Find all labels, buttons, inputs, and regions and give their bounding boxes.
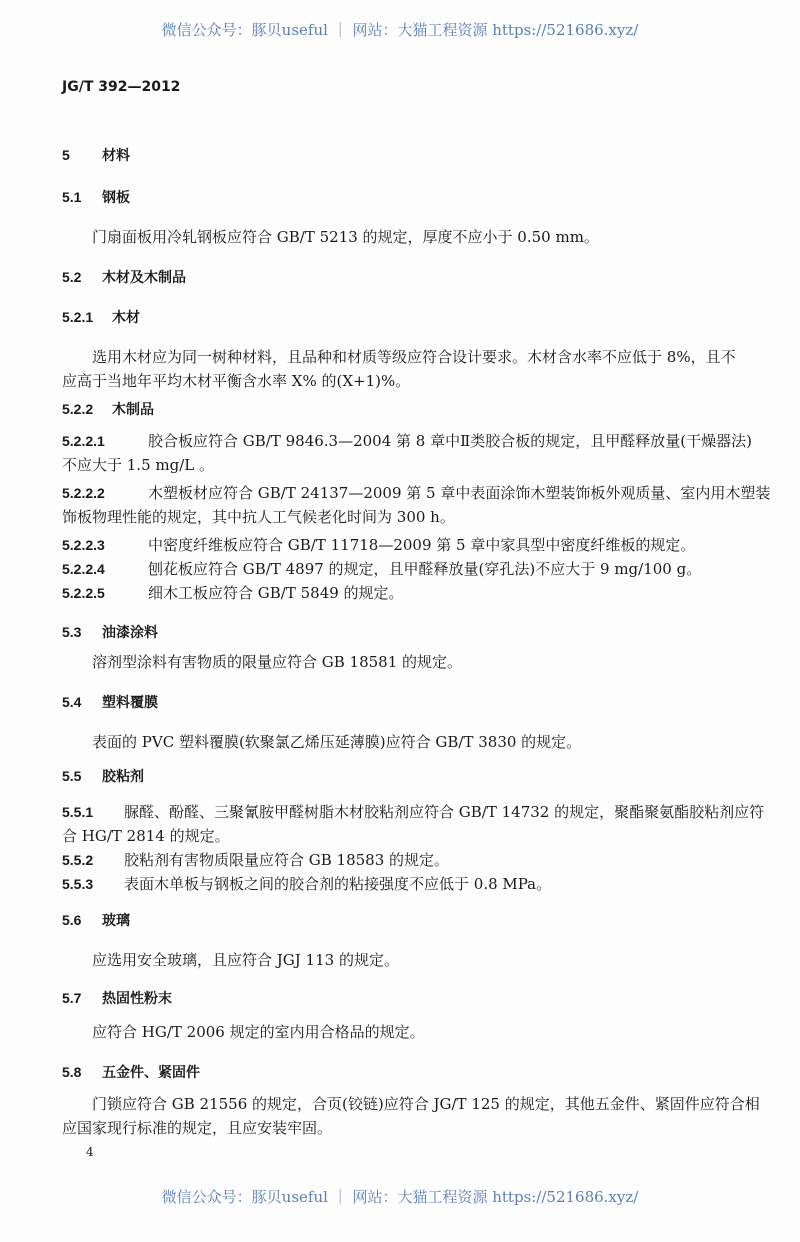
clause-text: 木塑板材应符合 GB/T 24137—2009 第 5 章中表面涂饰木塑装饰板外观质量、室内用木塑装 [148, 484, 771, 502]
heading-title: 材料 [102, 148, 130, 164]
paragraph: 选用木材应为同一树种材料，且品种和材质等级应符合设计要求。木材含水率不应低于 8%，且不 [92, 348, 736, 366]
heading-number: 5.6 [62, 912, 82, 928]
heading-number: 5.2 [62, 269, 82, 285]
heading-title: 塑料覆膜 [102, 695, 158, 711]
clause-number: 5.2.2.5 [62, 585, 105, 601]
heading-5-5 [62, 766, 144, 787]
paragraph: 应符合 HG/T 2006 规定的室内用合格品的规定。 [92, 1023, 425, 1041]
heading-5-3 [62, 622, 158, 643]
page-number: 4 [86, 1145, 94, 1159]
heading-5-2 [62, 267, 186, 288]
paragraph-continued: 应国家现行标准的规定，且应安装牢固。 [62, 1119, 333, 1137]
heading-5-8 [62, 1062, 200, 1083]
heading-number: 5.8 [62, 1064, 82, 1080]
paragraph: 门锁应符合 GB 21556 的规定，合页(铰链)应符合 JG/T 125 的规定，其他五金件、紧固件应符合相 [92, 1095, 760, 1113]
heading-number: 5.7 [62, 990, 82, 1006]
clause-number: 5.5.2 [62, 852, 94, 868]
heading-title: 胶粘剂 [102, 769, 144, 785]
clause-text: 刨花板应符合 GB/T 4897 的规定，且甲醛释放量(穿孔法)不应大于 9 mg/100 g。 [148, 560, 702, 578]
clause-5-2-2-2 [62, 483, 770, 503]
standard-header: JG/T 392—2012 [62, 79, 181, 95]
heading-title: 玻璃 [102, 913, 130, 929]
heading-title: 木制品 [112, 402, 154, 418]
heading-title: 木材 [112, 310, 140, 326]
heading-5-4 [62, 692, 158, 713]
clause-number: 5.5.3 [62, 876, 94, 892]
heading-number: 5.3 [62, 624, 82, 640]
clause-5-2-2-4 [62, 559, 701, 579]
paragraph: 溶剂型涂料有害物质的限量应符合 GB 18581 的规定。 [92, 653, 463, 671]
clause-continued: 合 HG/T 2814 的规定。 [62, 827, 230, 845]
clause-number: 5.2.2.3 [62, 537, 105, 553]
clause-5-5-2 [62, 850, 449, 870]
clause-continued: 不应大于 1.5 mg/L 。 [62, 456, 215, 474]
clause-continued: 饰板物理性能的规定，其中抗人工气候老化时间为 300 h。 [62, 508, 455, 526]
paragraph-continued: 应高于当地年平均木材平衡含水率 X% 的(X+1)%。 [62, 372, 411, 390]
watermark-bottom: 微信公众号：豚贝useful ｜ 网站：大猫工程资源 https://521686.xyz/ [161, 1188, 639, 1206]
heading-title: 木材及木制品 [102, 270, 186, 286]
paragraph: 表面的 PVC 塑料覆膜(软聚氯乙烯压延薄膜)应符合 GB/T 3830 的规定。 [92, 733, 582, 751]
clause-number: 5.2.2.4 [62, 561, 105, 577]
heading-number: 5.2.2 [62, 401, 94, 417]
heading-number: 5.2.1 [62, 309, 94, 325]
paragraph: 应选用安全玻璃，且应符合 JGJ 113 的规定。 [92, 951, 399, 969]
clause-text: 胶粘剂有害物质限量应符合 GB 18583 的规定。 [124, 851, 450, 869]
clause-5-2-2-3 [62, 535, 695, 555]
heading-number: 5.1 [62, 189, 82, 205]
paragraph: 门扇面板用冷轧钢板应符合 GB/T 5213 的规定，厚度不应小于 0.50 mm。 [92, 228, 599, 246]
clause-5-5-1 [62, 802, 764, 822]
heading-title: 热固性粉末 [102, 991, 172, 1007]
watermark-top: 微信公众号：豚贝useful ｜ 网站：大猫工程资源 https://521686.xyz/ [161, 21, 639, 39]
heading-number: 5 [62, 147, 70, 163]
heading-5-6 [62, 910, 130, 931]
heading-title: 钢板 [102, 190, 130, 206]
clause-text: 胶合板应符合 GB/T 9846.3—2004 第 8 章中Ⅱ类胶合板的规定，且甲醛释放量(干燥器法) [148, 432, 753, 450]
clause-number: 5.2.2.2 [62, 485, 105, 501]
heading-5-1 [62, 187, 130, 208]
clause-text: 中密度纤维板应符合 GB/T 11718—2009 第 5 章中家具型中密度纤维板的规定。 [148, 536, 696, 554]
heading-number: 5.5 [62, 768, 82, 784]
heading-5-7 [62, 988, 172, 1009]
heading-5 [62, 145, 130, 166]
heading-5-2-2 [62, 399, 154, 420]
clause-text: 表面木单板与钢板之间的胶合剂的粘接强度不应低于 0.8 MPa。 [124, 875, 552, 893]
heading-title: 五金件、紧固件 [102, 1065, 200, 1081]
clause-number: 5.5.1 [62, 804, 94, 820]
heading-5-2-1 [62, 307, 140, 328]
clause-5-2-2-5 [62, 583, 404, 603]
heading-number: 5.4 [62, 694, 82, 710]
heading-title: 油漆涂料 [102, 625, 158, 641]
clause-number: 5.2.2.1 [62, 433, 105, 449]
clause-5-5-3 [62, 874, 551, 894]
clause-5-2-2-1 [62, 431, 752, 451]
clause-text: 脲醛、酚醛、三聚氰胺甲醛树脂木材胶粘剂应符合 GB/T 14732 的规定，聚酯聚氨酯胶粘剂应符 [124, 803, 765, 821]
clause-text: 细木工板应符合 GB/T 5849 的规定。 [148, 584, 404, 602]
